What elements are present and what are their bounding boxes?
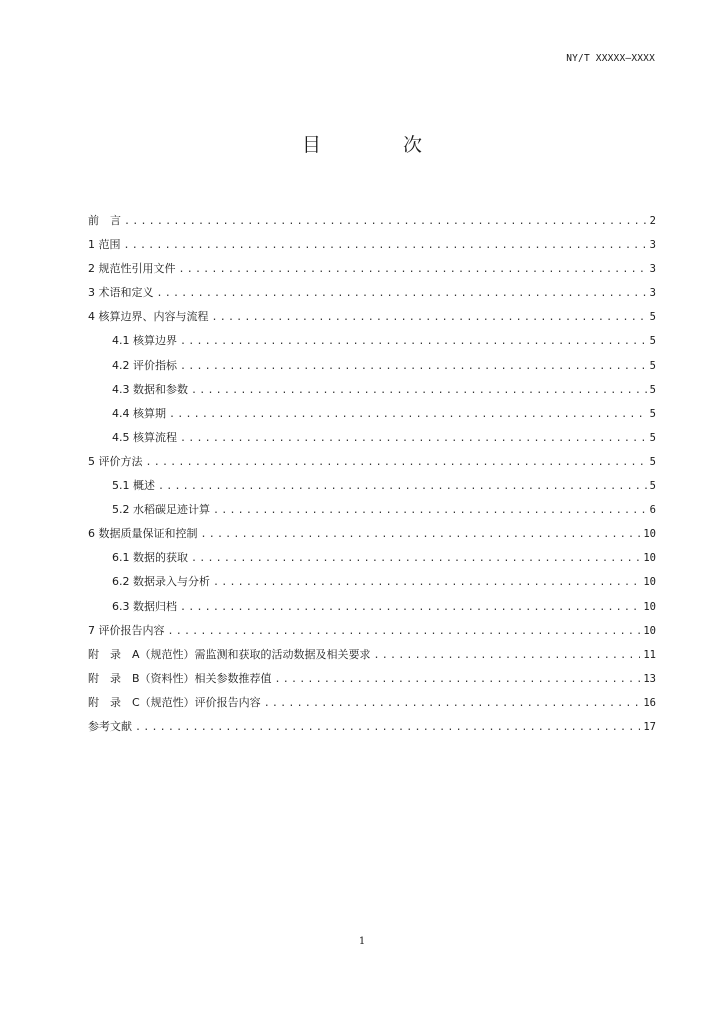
toc-entry-page: 17: [643, 720, 656, 733]
toc-leader-dots: [158, 475, 647, 499]
toc-entry[interactable]: [88, 426, 656, 450]
toc-entry-page: 2: [649, 215, 656, 227]
toc-entry[interactable]: [88, 450, 656, 474]
standard-code: NY/T XXXXX—XXXX: [566, 53, 655, 64]
toc-entry[interactable]: [88, 715, 656, 739]
toc-entry[interactable]: [88, 378, 656, 402]
toc-entry-page: 5: [649, 335, 656, 348]
toc-entry-label: 4.3 数据和参数: [112, 382, 188, 396]
toc-leader-dots: [191, 379, 647, 403]
page-title: 目 次: [301, 134, 461, 156]
toc-entry[interactable]: [88, 354, 656, 378]
toc-entry-page: 10: [643, 528, 656, 541]
toc-entry-page: 10: [643, 624, 656, 637]
toc-entry-label: 6.2 数据录入与分析: [112, 575, 210, 589]
toc-leader-dots: [374, 644, 641, 668]
toc-entry-page: 16: [643, 696, 656, 709]
table-of-contents: [88, 209, 656, 739]
toc-entry[interactable]: [88, 667, 656, 691]
toc-entry-label: 4.1 核算边界: [112, 334, 177, 348]
toc-entry[interactable]: [88, 233, 656, 257]
toc-leader-dots: [213, 499, 647, 523]
toc-entry[interactable]: [88, 643, 656, 667]
toc-entry[interactable]: [88, 281, 656, 305]
toc-entry-label: 附 录 A（规范性）需监测和获取的活动数据及相关要求: [88, 647, 371, 661]
page-number: 1: [358, 936, 366, 947]
toc-entry[interactable]: [88, 209, 656, 233]
toc-entry-label: 2 规范性引用文件: [88, 262, 176, 276]
toc-entry[interactable]: [88, 546, 656, 570]
toc-leader-dots: [191, 547, 640, 571]
toc-entry[interactable]: [88, 570, 656, 594]
toc-entry-label: 6.1 数据的获取: [112, 551, 188, 565]
toc-entry-page: 3: [649, 239, 656, 252]
toc-entry[interactable]: [88, 305, 656, 329]
toc-entry[interactable]: [88, 691, 656, 715]
toc-entry-page: 5: [649, 383, 656, 396]
toc-entry[interactable]: [88, 474, 656, 498]
toc-leader-dots: [275, 668, 641, 692]
toc-entry[interactable]: [88, 402, 656, 426]
toc-entry-page: 10: [643, 552, 656, 565]
toc-entry-label: 4.5 核算流程: [112, 430, 177, 444]
toc-entry-label: 4 核算边界、内容与流程: [88, 310, 209, 324]
toc-entry-page: 5: [649, 455, 656, 468]
toc-entry-label: 附 录 C（规范性）评价报告内容: [88, 695, 261, 709]
toc-entry-label: 5.2 水稻碳足迹计算: [112, 503, 210, 517]
toc-entry-page: 5: [649, 359, 656, 372]
toc-leader-dots: [180, 330, 647, 354]
toc-entry-label: 4.2 评价指标: [112, 358, 177, 372]
toc-entry-label: 前 言: [88, 214, 121, 227]
toc-entry-label: 附 录 B（资料性）相关参数推荐值: [88, 671, 272, 685]
toc-entry[interactable]: [88, 522, 656, 546]
toc-entry-label: 3 术语和定义: [88, 286, 154, 300]
toc-leader-dots: [135, 716, 640, 740]
toc-leader-dots: [168, 620, 641, 644]
toc-leader-dots: [157, 282, 647, 306]
toc-leader-dots: [180, 355, 647, 379]
toc-entry-label: 7 评价报告内容: [88, 623, 165, 637]
toc-leader-dots: [180, 596, 640, 620]
toc-leader-dots: [213, 571, 640, 595]
toc-entry-page: 5: [649, 480, 656, 493]
toc-entry-label: 5 评价方法: [88, 454, 143, 468]
toc-entry-label: 6 数据质量保证和控制: [88, 527, 198, 541]
toc-entry-page: 6: [649, 504, 656, 517]
toc-leader-dots: [264, 692, 641, 716]
toc-entry[interactable]: [88, 619, 656, 643]
toc-leader-dots: [169, 403, 647, 427]
toc-entry-page: 3: [649, 263, 656, 276]
toc-entry[interactable]: [88, 329, 656, 353]
toc-entry-page: 5: [649, 431, 656, 444]
toc-entry-label: 5.1 概述: [112, 479, 155, 493]
toc-entry-page: 10: [643, 600, 656, 613]
toc-entry-label: 1 范围: [88, 238, 121, 252]
toc-leader-dots: [146, 451, 647, 475]
toc-entry-page: 10: [643, 576, 656, 589]
toc-leader-dots: [201, 523, 641, 547]
toc-entry-page: 5: [649, 311, 656, 324]
toc-entry-page: 5: [649, 407, 656, 420]
toc-entry-page: 3: [649, 287, 656, 300]
toc-leader-dots: [124, 234, 647, 258]
toc-leader-dots: [212, 306, 647, 330]
toc-entry-label: 参考文献: [88, 719, 132, 733]
toc-entry-label: 4.4 核算期: [112, 406, 166, 420]
toc-leader-dots: [124, 210, 647, 234]
toc-entry[interactable]: [88, 595, 656, 619]
toc-leader-dots: [180, 427, 647, 451]
toc-leader-dots: [179, 258, 647, 282]
toc-entry-page: 11: [643, 648, 656, 661]
toc-entry-page: 13: [643, 672, 656, 685]
toc-entry[interactable]: [88, 498, 656, 522]
toc-entry-label: 6.3 数据归档: [112, 599, 177, 613]
toc-entry[interactable]: [88, 257, 656, 281]
